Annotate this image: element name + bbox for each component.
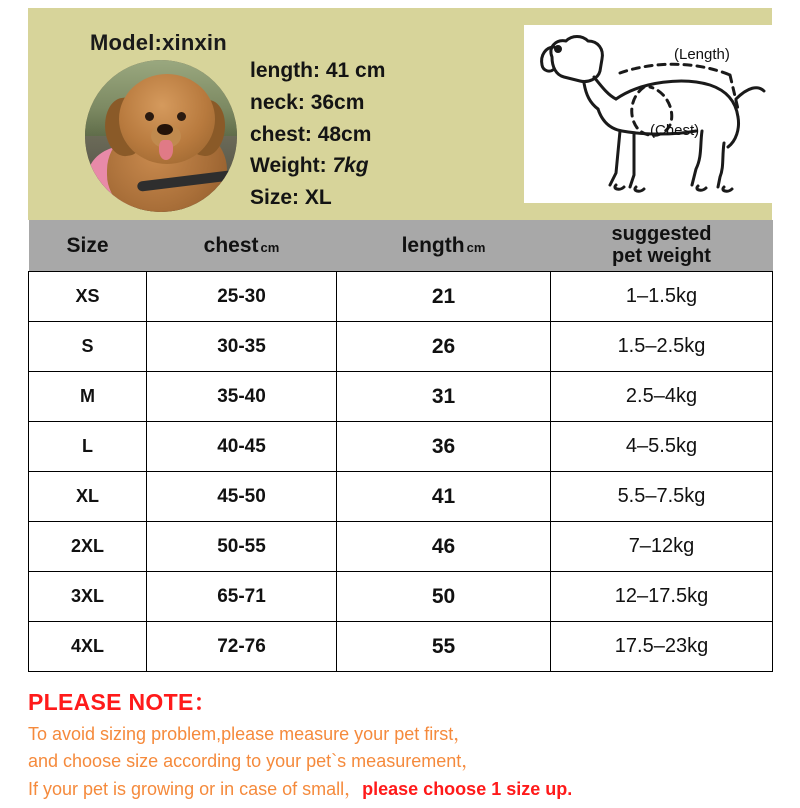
cell-length: 21 xyxy=(337,272,551,322)
header-suggested-weight: suggested pet weight xyxy=(551,221,773,272)
table-row xyxy=(29,372,773,422)
table-row xyxy=(29,572,773,622)
cell-weight: 2.5–4kg xyxy=(551,372,773,422)
cell-chest: 35-40 xyxy=(147,372,337,422)
note-line-3-emphasis: please choose 1 size up. xyxy=(362,778,573,799)
cell-length: 50 xyxy=(337,572,551,622)
diagram-chest-label: (Chest) xyxy=(650,122,700,139)
header-size: Size xyxy=(29,221,147,272)
cell-length: 46 xyxy=(337,522,551,572)
cell-chest: 45-50 xyxy=(147,472,337,522)
cell-size: 4XL xyxy=(29,622,147,672)
header-length: length cm xyxy=(337,221,551,272)
note-title: PLEASE NOTE： xyxy=(28,689,217,715)
table-row xyxy=(29,272,773,322)
measurement-weight: Weight: 7kg xyxy=(250,154,369,178)
note-section xyxy=(28,684,772,803)
header-length-unit: cm xyxy=(466,240,486,255)
dog-right-eye-shape xyxy=(177,112,186,121)
measurement-neck: neck: 36cm xyxy=(250,90,365,114)
measurement-diagram xyxy=(524,25,772,203)
cell-length: 55 xyxy=(337,622,551,672)
cell-size: L xyxy=(29,422,147,472)
size-chart-page xyxy=(0,8,800,808)
cell-length: 36 xyxy=(337,422,551,472)
table-row xyxy=(29,522,773,572)
note-line-1: To avoid sizing problem,please measure your pet first， xyxy=(28,724,472,744)
dog-photo xyxy=(85,60,237,212)
cell-weight: 4–5.5kg xyxy=(551,422,773,472)
table-header xyxy=(29,221,773,272)
dog-nose-shape xyxy=(157,124,173,135)
cell-weight: 1–1.5kg xyxy=(551,272,773,322)
measurement-length: length: 41 cm xyxy=(250,59,386,82)
cell-size: XL xyxy=(29,472,147,522)
cell-chest: 50-55 xyxy=(147,522,337,572)
cell-length: 31 xyxy=(337,372,551,422)
dog-outline-diagram-icon xyxy=(524,25,772,203)
note-body xyxy=(28,721,772,803)
model-info-panel xyxy=(28,8,772,220)
table-row xyxy=(29,622,773,672)
dog-left-eye-shape xyxy=(145,112,154,121)
cell-length: 26 xyxy=(337,322,551,372)
measurement-size: Size: XL xyxy=(250,186,332,210)
model-left-section xyxy=(28,8,448,220)
table-header-row xyxy=(29,221,773,272)
cell-chest: 25-30 xyxy=(147,272,337,322)
model-label: Model:xinxin xyxy=(90,30,227,55)
cell-size: XS xyxy=(29,272,147,322)
cell-weight: 7–12kg xyxy=(551,522,773,572)
cell-size: 3XL xyxy=(29,572,147,622)
cell-chest: 65-71 xyxy=(147,572,337,622)
size-table xyxy=(28,220,773,672)
note-line-3 xyxy=(28,776,772,803)
header-chest: chest cm xyxy=(147,221,337,272)
table-row xyxy=(29,472,773,522)
table-row xyxy=(29,322,773,372)
dog-tongue-shape xyxy=(159,140,173,160)
cell-size: M xyxy=(29,372,147,422)
diagram-length-label: (Length) xyxy=(674,46,730,63)
cell-size: S xyxy=(29,322,147,372)
table-row xyxy=(29,422,773,472)
measurement-chest: chest: 48cm xyxy=(250,122,372,146)
cell-weight: 12–17.5kg xyxy=(551,572,773,622)
cell-weight: 5.5–7.5kg xyxy=(551,472,773,522)
cell-length: 41 xyxy=(337,472,551,522)
cell-chest: 40-45 xyxy=(147,422,337,472)
cell-size: 2XL xyxy=(29,522,147,572)
header-chest-unit: cm xyxy=(260,240,280,255)
cell-weight: 1.5–2.5kg xyxy=(551,322,773,372)
table-body xyxy=(29,272,773,672)
model-measurements-list xyxy=(250,56,385,215)
cell-chest: 72-76 xyxy=(147,622,337,672)
cell-weight: 17.5–23kg xyxy=(551,622,773,672)
note-line-2: and choose size according to your pet`s measurement， xyxy=(28,751,480,772)
cell-chest: 30-35 xyxy=(147,322,337,372)
note-line-3-prefix: If your pet is growing or in case of small， xyxy=(28,778,363,799)
